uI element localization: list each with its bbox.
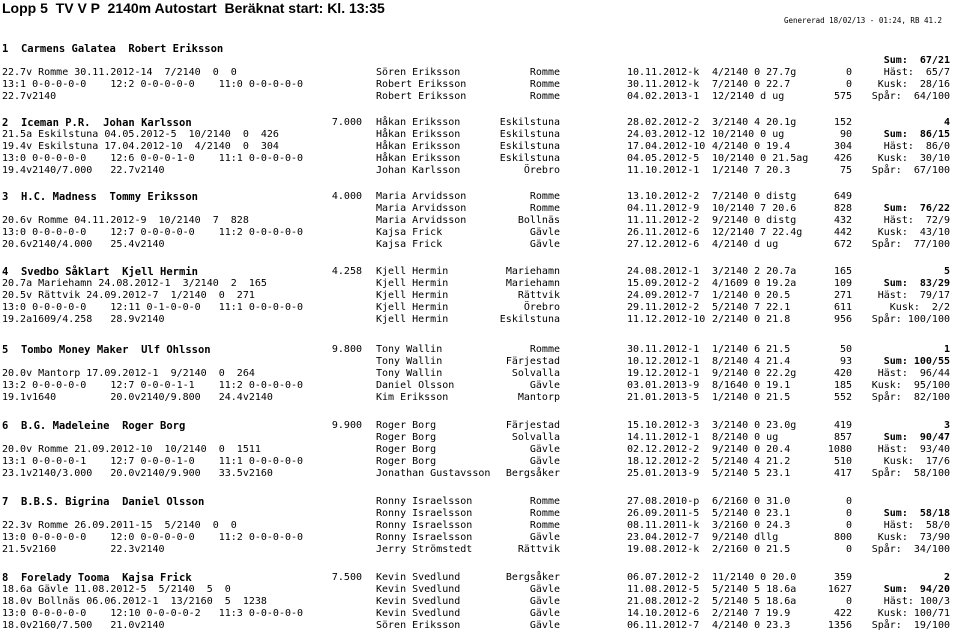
driver-name: Robert Eriksson <box>376 91 467 102</box>
stat-value: Häst: 93/40 <box>877 444 950 455</box>
race-title: Lopp 5 TV V P 2140m Autostart Beräknat start: Kl. 13:35 <box>2 0 385 16</box>
track-name: Eskilstuna <box>499 117 560 128</box>
placing-time: 1/2140 0 20.5 <box>712 290 791 301</box>
stat-value: Sum: 67/21 <box>883 55 950 66</box>
odds-value: 800 <box>833 532 852 543</box>
driver-name: Håkan Eriksson <box>376 129 461 140</box>
odds-value: 152 <box>833 117 852 128</box>
stat-value: Sum: 90/47 <box>883 432 950 443</box>
track-name: Gävle <box>529 584 560 595</box>
placing-time: 4/2140 0 27.7g <box>712 67 797 78</box>
track-name: Eskilstuna <box>499 141 560 152</box>
placing-time: 4/2140 d ug <box>712 239 779 250</box>
stat-value: Spår: 67/100 <box>871 165 950 176</box>
driver-name: Sören Eriksson <box>376 620 461 631</box>
track-name: Rättvik <box>517 290 560 301</box>
driver-name: Jerry Strömstedt <box>376 544 473 555</box>
driver-name: Håkan Eriksson <box>376 153 461 164</box>
stat-value: Häst: 100/3 <box>883 596 950 607</box>
driver-name: Roger Borg <box>376 420 437 431</box>
form-line: 21.5a Eskilstuna 04.05.2012-5 10/2140 0 426 <box>2 129 279 140</box>
stat-value: 5 <box>943 266 950 277</box>
odds-value: 611 <box>833 302 852 313</box>
driver-name: Håkan Eriksson <box>376 117 461 128</box>
track-name: Mariehamn <box>505 266 560 277</box>
race-date: 25.01.2013-9 <box>627 468 700 479</box>
odds-value: 420 <box>833 368 852 379</box>
race-date: 14.11.2012-1 <box>627 432 700 443</box>
race-date: 28.02.2012-2 <box>627 117 700 128</box>
form-line: 13:0 0-0-0-0-0 12:0 0-0-0-0-0 11:2 0-0-0-0-0 <box>2 532 304 543</box>
odds-value: 0 <box>845 508 852 519</box>
stat-value: Häst: 86/0 <box>883 141 950 152</box>
driver-name: Tony Wallin <box>376 344 443 355</box>
stat-value: Häst: 65/7 <box>883 67 950 78</box>
stat-value: Kusk: 28/16 <box>877 79 950 90</box>
odds-value: 271 <box>833 290 852 301</box>
driver-name: Roger Borg <box>376 432 437 443</box>
stat-value: 1 <box>943 344 950 355</box>
track-name: Rättvik <box>517 544 560 555</box>
driver-name: Kajsa Frick <box>376 227 443 238</box>
driver-name: Johan Karlsson <box>376 165 461 176</box>
odds-value: 359 <box>833 572 852 583</box>
form-line: 13:0 0-0-0-0-0 12:7 0-0-0-0-0 11:2 0-0-0-0-0 <box>2 227 304 238</box>
race-date: 06.11.2012-7 <box>627 620 700 631</box>
race-date: 21.01.2013-5 <box>627 392 700 403</box>
form-line: 20.5v Rättvik 24.09.2012-7 1/2140 0 271 <box>2 290 255 301</box>
record-value: 9.900 <box>331 420 362 431</box>
placing-time: 10/2140 0 ug <box>712 129 785 140</box>
race-date: 08.11.2011-k <box>627 520 700 531</box>
race-date: 15.09.2012-2 <box>627 278 700 289</box>
track-name: Gävle <box>529 444 560 455</box>
form-line: 13:2 0-0-0-0-0 12:7 0-0-0-1-1 11:2 0-0-0-0-0 <box>2 380 304 391</box>
form-line: 13:0 0-0-0-0-0 12:10 0-0-0-0-2 11:3 0-0-0-0-0 <box>2 608 304 619</box>
horse-heading: 4 Svedbo Såklart Kjell Hermin <box>2 266 198 278</box>
placing-time: 12/2140 7 22.4g <box>712 227 803 238</box>
odds-value: 649 <box>833 191 852 202</box>
odds-value: 510 <box>833 456 852 467</box>
odds-value: 0 <box>845 496 852 507</box>
horse-heading: 1 Carmens Galatea Robert Eriksson <box>2 43 224 55</box>
placing-time: 12/2140 d ug <box>712 91 785 102</box>
driver-name: Maria Arvidsson <box>376 191 467 202</box>
horse-heading: 6 B.G. Madeleine Roger Borg <box>2 420 186 432</box>
race-date: 23.04.2012-7 <box>627 532 700 543</box>
record-value: 9.800 <box>331 344 362 355</box>
race-date: 18.12.2012-2 <box>627 456 700 467</box>
placing-time: 8/2140 0 ug <box>712 432 779 443</box>
track-name: Romme <box>529 79 560 90</box>
driver-name: Kevin Svedlund <box>376 572 461 583</box>
track-name: Eskilstuna <box>499 314 560 325</box>
race-date: 26.09.2011-5 <box>627 508 700 519</box>
race-date: 11.10.2012-1 <box>627 165 700 176</box>
race-date: 27.08.2010-p <box>627 496 700 507</box>
stat-value: Sum: 83/29 <box>883 278 950 289</box>
odds-value: 442 <box>833 227 852 238</box>
driver-name: Håkan Eriksson <box>376 141 461 152</box>
track-name: Färjestad <box>505 420 560 431</box>
track-name: Romme <box>529 91 560 102</box>
driver-name: Kjell Hermin <box>376 290 449 301</box>
placing-time: 4/2140 0 23.3 <box>712 620 791 631</box>
form-line: 20.6v2140/4.000 25.4v2140 <box>2 239 165 250</box>
race-date: 27.12.2012-6 <box>627 239 700 250</box>
track-name: Örebro <box>523 302 560 313</box>
odds-value: 828 <box>833 203 852 214</box>
odds-value: 185 <box>833 380 852 391</box>
driver-name: Sören Eriksson <box>376 67 461 78</box>
odds-value: 165 <box>833 266 852 277</box>
driver-name: Ronny Israelsson <box>376 508 473 519</box>
driver-name: Robert Eriksson <box>376 79 467 90</box>
stat-value: Sum: 100/55 <box>883 356 950 367</box>
stat-value: Sum: 94/20 <box>883 584 950 595</box>
odds-value: 93 <box>839 356 852 367</box>
driver-name: Maria Arvidsson <box>376 215 467 226</box>
stat-value: Spår: 100/100 <box>871 314 950 325</box>
placing-time: 2/2140 7 19.9 <box>712 608 791 619</box>
stat-value: Sum: 86/15 <box>883 129 950 140</box>
driver-name: Kevin Svedlund <box>376 608 461 619</box>
track-name: Romme <box>529 508 560 519</box>
placing-time: 3/2140 4 20.1g <box>712 117 797 128</box>
track-name: Mantorp <box>517 392 560 403</box>
race-date: 19.08.2012-k <box>627 544 700 555</box>
track-name: Örebro <box>523 165 560 176</box>
odds-value: 1080 <box>827 444 852 455</box>
race-date: 17.04.2012-10 <box>627 141 706 152</box>
form-line: 20.6v Romme 04.11.2012-9 10/2140 7 828 <box>2 215 249 226</box>
track-name: Solvalla <box>511 368 560 379</box>
driver-name: Kjell Hermin <box>376 302 449 313</box>
form-line: 22.7v2140 <box>2 91 57 102</box>
stat-value: 4 <box>943 117 950 128</box>
driver-name: Ronny Israelsson <box>376 532 473 543</box>
form-line: 20.0v Romme 21.09.2012-10 10/2140 0 1511 <box>2 444 261 455</box>
placing-time: 10/2140 0 21.5ag <box>712 153 809 164</box>
track-name: Gävle <box>529 596 560 607</box>
odds-value: 956 <box>833 314 852 325</box>
placing-time: 5/2140 7 22.1 <box>712 302 791 313</box>
placing-time: 2/2160 0 21.5 <box>712 544 791 555</box>
placing-time: 7/2140 0 22.7 <box>712 79 791 90</box>
track-name: Gävle <box>529 239 560 250</box>
odds-value: 109 <box>833 278 852 289</box>
track-name: Romme <box>529 496 560 507</box>
driver-name: Kevin Svedlund <box>376 584 461 595</box>
driver-name: Roger Borg <box>376 444 437 455</box>
placing-time: 3/2140 2 20.7a <box>712 266 797 277</box>
record-value: 4.258 <box>331 266 362 277</box>
stat-value: Kusk: 73/90 <box>877 532 950 543</box>
generated-stamp: Genererad 18/02/13 - 01:24, RB 41.2 <box>784 16 943 25</box>
odds-value: 0 <box>845 596 852 607</box>
form-line: 13:1 0-0-0-0-1 12:7 0-0-0-1-0 11:1 0-0-0-0-0 <box>2 456 304 467</box>
stat-value: Sum: 58/18 <box>883 508 950 519</box>
driver-name: Roger Borg <box>376 456 437 467</box>
stat-value: Kusk: 43/10 <box>877 227 950 238</box>
placing-time: 4/2140 0 19.4 <box>712 141 791 152</box>
driver-name: Tony Wallin <box>376 356 443 367</box>
form-line: 20.7a Mariehamn 24.08.2012-1 3/2140 2 165 <box>2 278 267 289</box>
odds-value: 417 <box>833 468 852 479</box>
driver-name: Ronny Israelsson <box>376 496 473 507</box>
stat-value: Häst: 96/44 <box>877 368 950 379</box>
odds-value: 552 <box>833 392 852 403</box>
driver-name: Kim Eriksson <box>376 392 449 403</box>
track-name: Bergsåker <box>505 572 560 583</box>
race-date: 11.08.2012-5 <box>627 584 700 595</box>
form-line: 13:0 0-0-0-0-0 12:11 0-1-0-0-0 11:1 0-0-0-0-0 <box>2 302 304 313</box>
placing-time: 5/2140 5 18.6a <box>712 596 797 607</box>
form-line: 22.7v Romme 30.11.2012-14 7/2140 0 0 <box>2 67 237 78</box>
track-name: Romme <box>529 67 560 78</box>
stat-value: Kusk: 30/10 <box>877 153 950 164</box>
placing-time: 10/2140 7 20.6 <box>712 203 797 214</box>
placing-time: 8/1640 0 19.1 <box>712 380 791 391</box>
placing-time: 9/2140 0 distg <box>712 215 797 226</box>
race-date: 19.12.2012-1 <box>627 368 700 379</box>
stat-value: Spår: 34/100 <box>871 544 950 555</box>
race-date: 10.11.2012-k <box>627 67 700 78</box>
driver-name: Kevin Svedlund <box>376 596 461 607</box>
driver-name: Jonathan Gustavsson <box>376 468 491 479</box>
track-name: Romme <box>529 520 560 531</box>
odds-value: 432 <box>833 215 852 226</box>
odds-value: 0 <box>845 520 852 531</box>
driver-name: Kjell Hermin <box>376 266 449 277</box>
track-name: Mariehamn <box>505 278 560 289</box>
odds-value: 422 <box>833 608 852 619</box>
track-name: Solvalla <box>511 432 560 443</box>
placing-time: 9/2140 0 20.4 <box>712 444 791 455</box>
odds-value: 857 <box>833 432 852 443</box>
track-name: Färjestad <box>505 356 560 367</box>
placing-time: 3/2160 0 24.3 <box>712 520 791 531</box>
track-name: Bollnäs <box>517 215 560 226</box>
form-line: 19.2a1609/4.258 28.9v2140 <box>2 314 165 325</box>
placing-time: 5/2140 5 18.6a <box>712 584 797 595</box>
stat-value: Kusk: 17/6 <box>883 456 950 467</box>
track-name: Gävle <box>529 620 560 631</box>
driver-name: Ronny Israelsson <box>376 520 473 531</box>
stat-value: Kusk: 95/100 <box>871 380 950 391</box>
track-name: Gävle <box>529 380 560 391</box>
track-name: Gävle <box>529 532 560 543</box>
odds-value: 1627 <box>827 584 852 595</box>
race-date: 24.09.2012-7 <box>627 290 700 301</box>
track-name: Gävle <box>529 456 560 467</box>
driver-name: Daniel Olsson <box>376 380 455 391</box>
race-date: 24.08.2012-1 <box>627 266 700 277</box>
race-date: 04.11.2012-9 <box>627 203 700 214</box>
race-date: 26.11.2012-6 <box>627 227 700 238</box>
form-line: 18.0v2160/7.500 21.0v2140 <box>2 620 165 631</box>
track-name: Bergsåker <box>505 468 560 479</box>
odds-value: 575 <box>833 91 852 102</box>
stat-value: Sum: 76/22 <box>883 203 950 214</box>
form-line: 19.4v2140/7.000 22.7v2140 <box>2 165 165 176</box>
stat-value: Spår: 77/100 <box>871 239 950 250</box>
horse-heading: 7 B.B.S. Bigrina Daniel Olsson <box>2 496 205 508</box>
form-line: 19.1v1640 20.0v2140/9.800 24.4v2140 <box>2 392 273 403</box>
placing-time: 9/2140 dllg <box>712 532 779 543</box>
odds-value: 419 <box>833 420 852 431</box>
odds-value: 0 <box>845 544 852 555</box>
horse-heading: 2 Iceman P.R. Johan Karlsson <box>2 117 192 129</box>
odds-value: 672 <box>833 239 852 250</box>
stat-value: Häst: 79/17 <box>877 290 950 301</box>
track-name: Romme <box>529 191 560 202</box>
race-date: 30.11.2012-k <box>627 79 700 90</box>
driver-name: Kajsa Frick <box>376 239 443 250</box>
placing-time: 5/2140 5 23.1 <box>712 468 791 479</box>
track-name: Gävle <box>529 608 560 619</box>
placing-time: 7/2140 0 distg <box>712 191 797 202</box>
race-date: 21.08.2012-2 <box>627 596 700 607</box>
stat-value: Kusk: 2/2 <box>889 302 950 313</box>
placing-time: 9/2140 0 22.2g <box>712 368 797 379</box>
form-line: 23.1v2140/3.000 20.0v2140/9.900 33.5v2160 <box>2 468 273 479</box>
race-date: 04.05.2012-5 <box>627 153 700 164</box>
placing-time: 1/2140 6 21.5 <box>712 344 791 355</box>
horse-heading: 5 Tombo Money Maker Ulf Ohlsson <box>2 344 211 356</box>
race-date: 10.12.2012-1 <box>627 356 700 367</box>
stat-value: Spår: 58/100 <box>871 468 950 479</box>
placing-time: 5/2140 4 21.2 <box>712 456 791 467</box>
odds-value: 75 <box>839 165 852 176</box>
placing-time: 5/2140 0 23.1 <box>712 508 791 519</box>
stat-value: Häst: 72/9 <box>883 215 950 226</box>
stat-value: Spår: 19/100 <box>871 620 950 631</box>
horse-heading: 3 H.C. Madness Tommy Eriksson <box>2 191 198 203</box>
form-line: 22.3v Romme 26.09.2011-15 5/2140 0 0 <box>2 520 237 531</box>
track-name: Romme <box>529 344 560 355</box>
form-line: 13:0 0-0-0-0-0 12:6 0-0-0-1-0 11:1 0-0-0-0-0 <box>2 153 304 164</box>
race-date: 14.10.2012-6 <box>627 608 700 619</box>
stat-value: 3 <box>943 420 950 431</box>
odds-value: 0 <box>845 67 852 78</box>
race-date: 06.07.2012-2 <box>627 572 700 583</box>
placing-time: 1/2140 7 20.3 <box>712 165 791 176</box>
stat-value: Häst: 58/0 <box>883 520 950 531</box>
track-name: Romme <box>529 203 560 214</box>
race-date: 11.11.2012-2 <box>627 215 700 226</box>
odds-value: 0 <box>845 79 852 90</box>
race-date: 04.02.2013-1 <box>627 91 700 102</box>
race-date: 30.11.2012-1 <box>627 344 700 355</box>
placing-time: 3/2140 0 23.0g <box>712 420 797 431</box>
race-date: 11.12.2012-10 <box>627 314 706 325</box>
driver-name: Kjell Hermin <box>376 314 449 325</box>
form-line: 13:1 0-0-0-0-0 12:2 0-0-0-0-0 11:0 0-0-0-0-0 <box>2 79 304 90</box>
driver-name: Kjell Hermin <box>376 278 449 289</box>
form-line: 20.0v Mantorp 17.09.2012-1 9/2140 0 264 <box>2 368 255 379</box>
track-name: Gävle <box>529 227 560 238</box>
placing-time: 1/2140 0 21.5 <box>712 392 791 403</box>
track-name: Eskilstuna <box>499 153 560 164</box>
odds-value: 1356 <box>827 620 852 631</box>
race-date: 03.01.2013-9 <box>627 380 700 391</box>
form-line: 18.0v Bollnäs 06.06.2012-1 13/2160 5 1238 <box>2 596 267 607</box>
stat-value: 2 <box>943 572 950 583</box>
horse-heading: 8 Forelady Tooma Kajsa Frick <box>2 572 192 584</box>
placing-time: 8/2140 4 21.4 <box>712 356 791 367</box>
track-name: Eskilstuna <box>499 129 560 140</box>
driver-name: Tony Wallin <box>376 368 443 379</box>
placing-time: 11/2140 0 20.0 <box>712 572 797 583</box>
race-date: 13.10.2012-2 <box>627 191 700 202</box>
placing-time: 2/2140 0 21.8 <box>712 314 791 325</box>
race-date: 24.03.2012-12 <box>627 129 706 140</box>
record-value: 7.000 <box>331 117 362 128</box>
odds-value: 90 <box>839 129 852 140</box>
placing-time: 6/2160 0 31.0 <box>712 496 791 507</box>
record-value: 7.500 <box>331 572 362 583</box>
form-line: 19.4v Eskilstuna 17.04.2012-10 4/2140 0 304 <box>2 141 279 152</box>
driver-name: Maria Arvidsson <box>376 203 467 214</box>
stat-value: Kusk: 100/71 <box>877 608 950 619</box>
placing-time: 4/1609 0 19.2a <box>712 278 797 289</box>
race-date: 29.11.2012-2 <box>627 302 700 313</box>
odds-value: 50 <box>839 344 852 355</box>
form-line: 18.6a Gävle 11.08.2012-5 5/2140 5 0 <box>2 584 231 595</box>
race-date: 02.12.2012-2 <box>627 444 700 455</box>
stat-value: Spår: 82/100 <box>871 392 950 403</box>
odds-value: 304 <box>833 141 852 152</box>
race-date: 15.10.2012-3 <box>627 420 700 431</box>
form-line: 21.5v2160 22.3v2140 <box>2 544 165 555</box>
odds-value: 426 <box>833 153 852 164</box>
record-value: 4.000 <box>331 191 362 202</box>
stat-value: Spår: 64/100 <box>871 91 950 102</box>
